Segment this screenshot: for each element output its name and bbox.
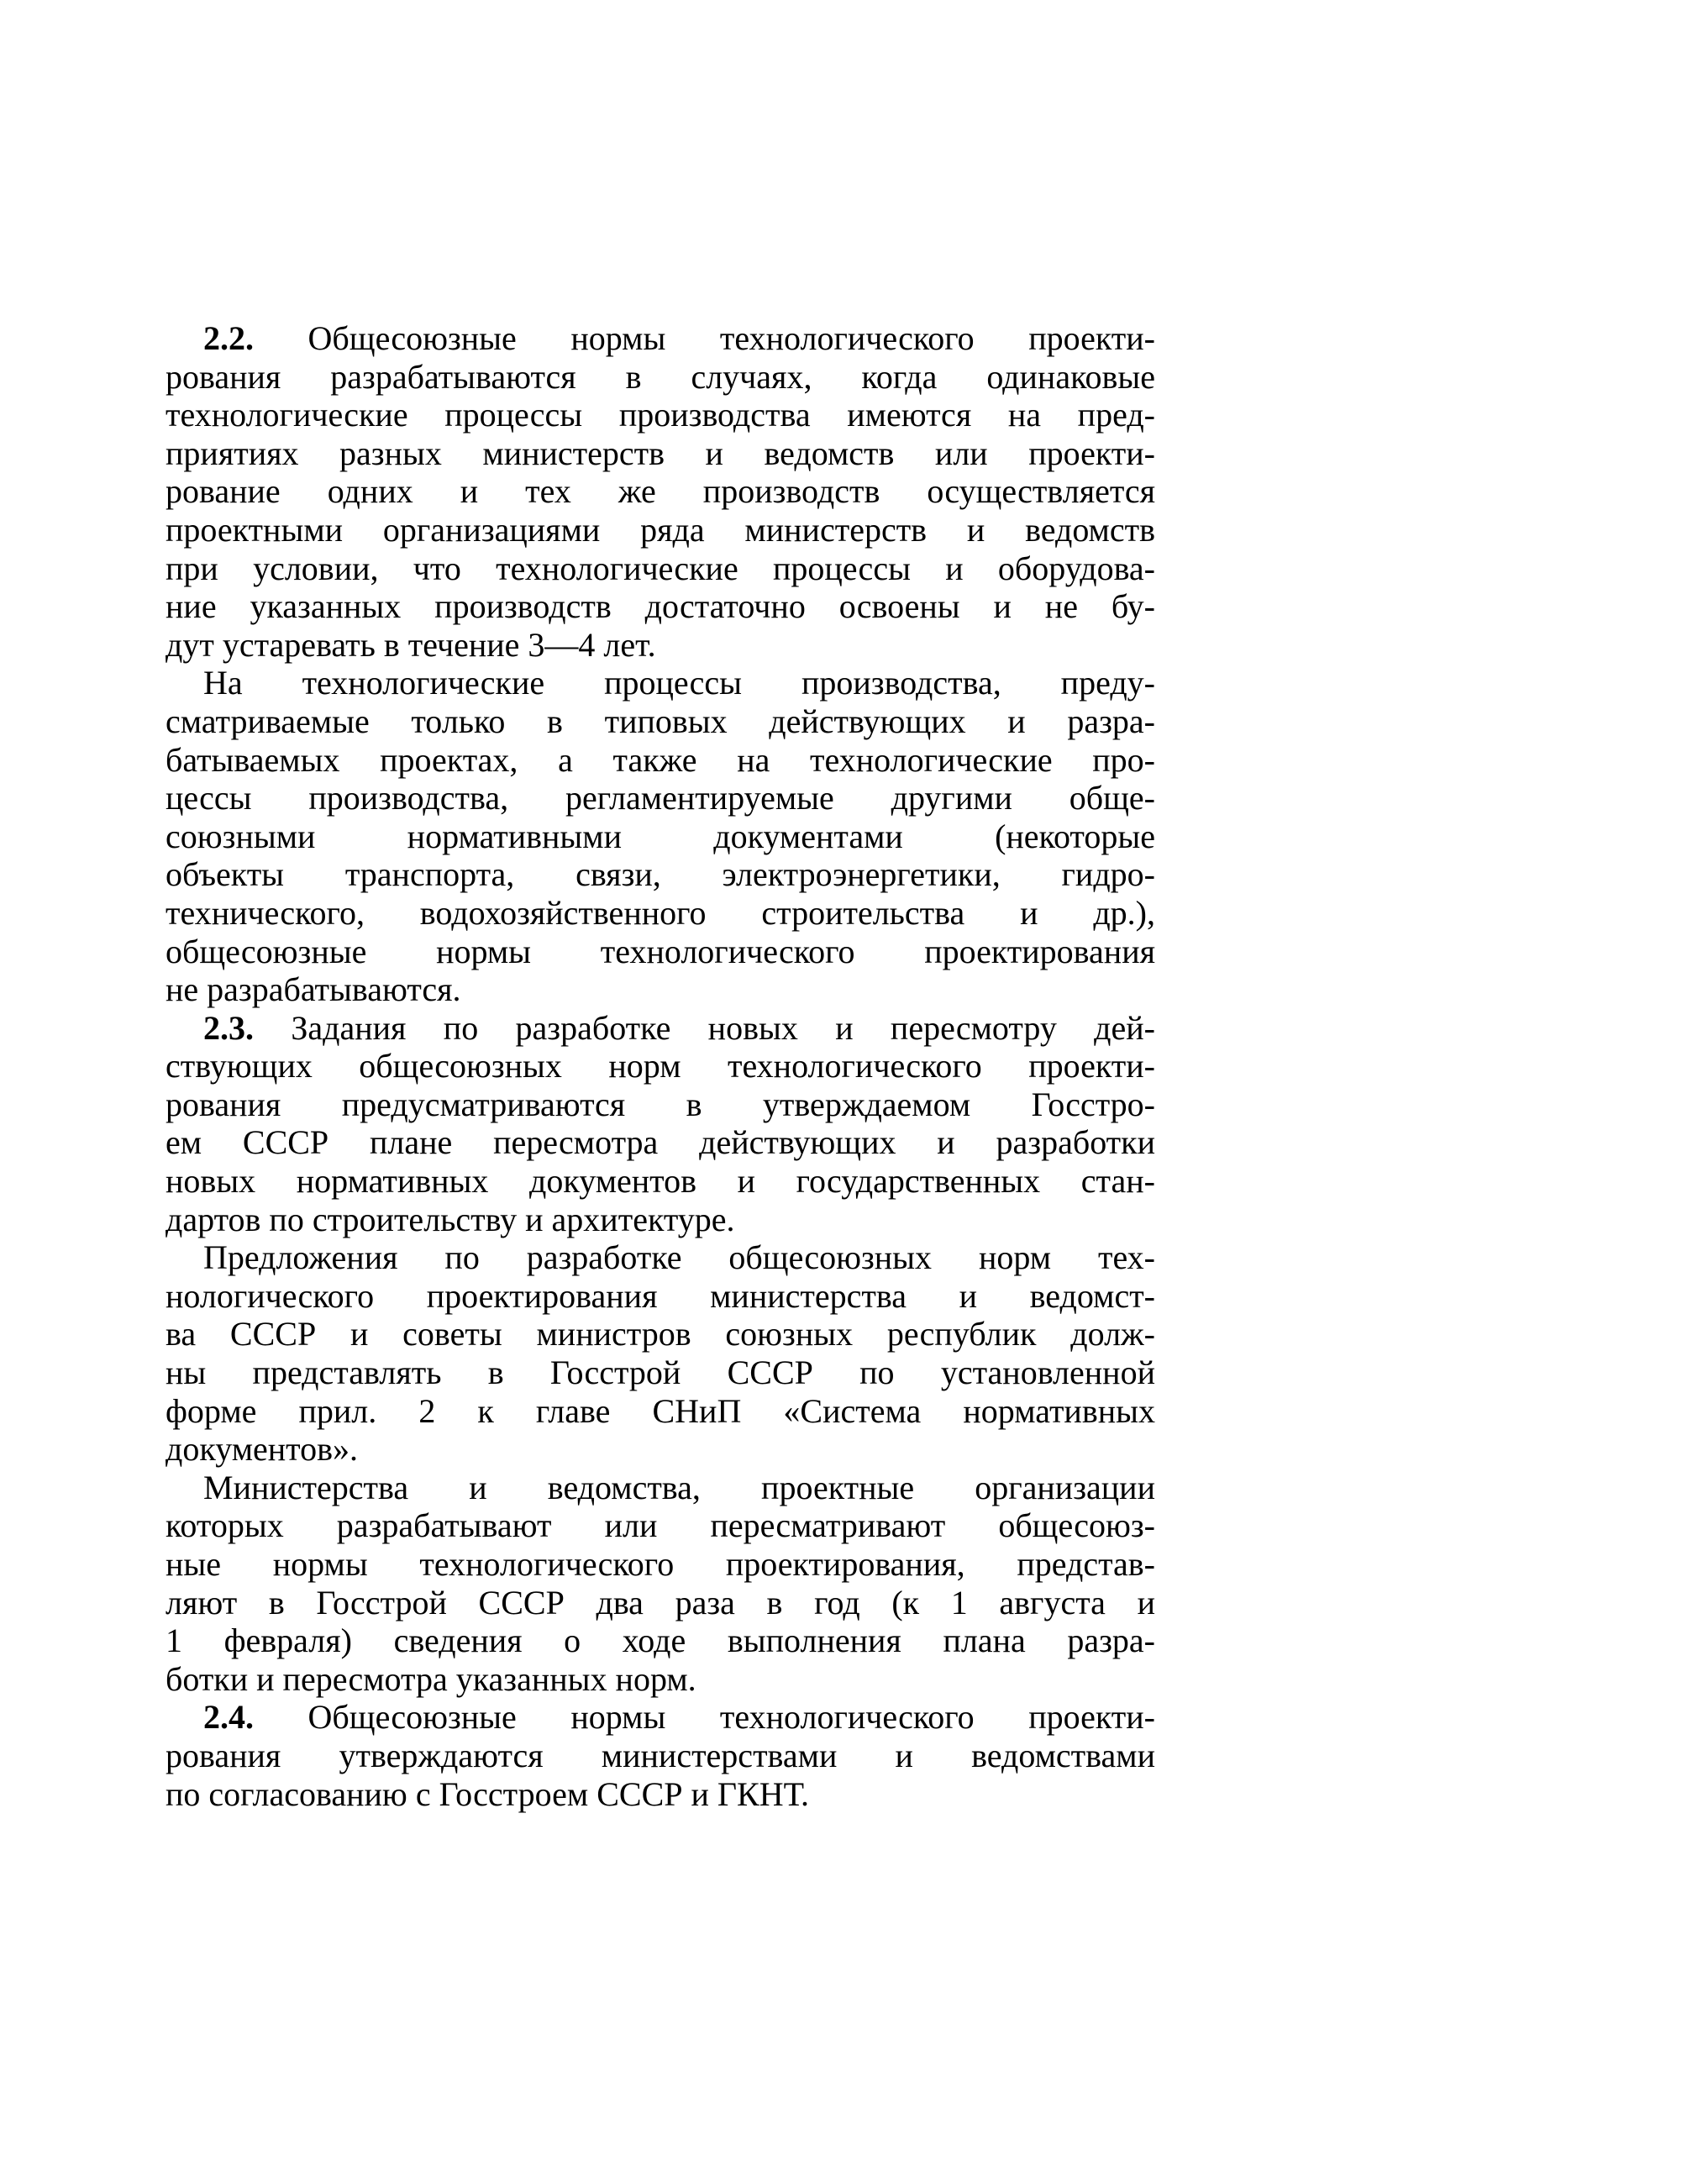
line-text: общесоюзные нормы технологического проектирования [166, 932, 1155, 970]
line-text: Общесоюзные нормы технологического проекти- [307, 319, 1155, 357]
line-text: ствующих общесоюзных норм технологического проекти- [166, 1047, 1155, 1085]
line-text: объекты транспорта, связи, электроэнергетики, гидро- [166, 855, 1155, 894]
text-line [166, 1621, 1155, 1660]
line-text: рования утверждаются министерствами и ведомствами [166, 1736, 1155, 1774]
line-text: Министерства и ведомства, проектные организации [203, 1468, 1155, 1506]
line-text: сматриваемые только в типовых действующих и разра- [166, 702, 1155, 740]
text-line [166, 1238, 1155, 1277]
text-line [166, 1047, 1155, 1085]
text-line [166, 1737, 1155, 1775]
text-line [166, 587, 1155, 626]
line-text: дут устаревать в течение 3—4 лет. [166, 625, 656, 664]
line-text: дартов по строительству и архитектуре. [166, 1200, 735, 1238]
text-line [166, 396, 1155, 434]
text-line [166, 511, 1155, 549]
text-line [166, 779, 1155, 817]
paragraph [166, 1238, 1155, 1469]
line-text: форме прил. 2 к главе СНиП «Система нормативных [166, 1391, 1155, 1430]
line-text: ны представлять в Госстрой СССР по установленной [166, 1353, 1155, 1392]
text-line [166, 894, 1155, 933]
line-text: союзными нормативными документами (некоторые [166, 817, 1155, 855]
section-2-3 [166, 1009, 1155, 1239]
line-text: Общесоюзные нормы технологического проекти- [307, 1698, 1155, 1737]
line-text: ем СССР плане пересмотра действующих и разработки [166, 1123, 1155, 1162]
line-text: ва СССР и советы министров союзных республик долж- [166, 1315, 1155, 1353]
line-text: нологического проектирования министерства и ведомст- [166, 1276, 1155, 1315]
section-number: 2.4. [203, 1698, 254, 1737]
text-line [166, 1162, 1155, 1201]
line-text: новых нормативных документов и государственных стан- [166, 1162, 1155, 1201]
text-line [166, 1506, 1155, 1545]
text-line [166, 1698, 1155, 1737]
text-line [166, 549, 1155, 588]
line-text: Предложения по разработке общесоюзных норм тех- [203, 1238, 1155, 1277]
paragraph [166, 1469, 1155, 1699]
line-text: которых разрабатывают или пересматривают общесоюз- [166, 1506, 1155, 1545]
text-line [166, 664, 1155, 702]
line-text: ботки и пересмотра указанных норм. [166, 1659, 696, 1698]
line-text: при условии, что технологические процессы и оборудова- [166, 549, 1155, 587]
document-body [166, 319, 1155, 1813]
text-line [166, 434, 1155, 473]
line-text: На технологические процессы производства, преду- [203, 664, 1155, 702]
text-line [166, 1660, 1155, 1699]
line-text: цессы производства, регламентируемые другими обще- [166, 779, 1155, 817]
text-line [166, 1584, 1155, 1622]
text-line [166, 933, 1155, 971]
text-line [166, 626, 1155, 665]
line-text: рования предусматриваются в утверждаемом Госстро- [166, 1085, 1155, 1123]
section-2-2 [166, 319, 1155, 664]
line-text: приятиях разных министерств и ведомств или проекти- [166, 434, 1155, 472]
paragraph [166, 664, 1155, 1008]
text-line [166, 1775, 1155, 1814]
section-number: 2.2. [203, 319, 254, 357]
text-line [166, 1085, 1155, 1124]
line-text: технического, водохозяйственного строительства и др.), [166, 893, 1155, 932]
text-line [166, 741, 1155, 780]
line-text: рование одних и тех же производств осуществляется [166, 472, 1155, 511]
text-line [166, 817, 1155, 856]
text-line [166, 319, 1155, 358]
line-text: ные нормы технологического проектирования, представ- [166, 1545, 1155, 1583]
line-text: проектными организациями ряда министерств и ведомств [166, 510, 1155, 549]
line-text: документов». [166, 1430, 359, 1469]
text-line [166, 1469, 1155, 1507]
text-line [166, 1315, 1155, 1353]
text-line [166, 1009, 1155, 1048]
text-line [166, 970, 1155, 1009]
line-text: Задания по разработке новых и пересмотру дей- [291, 1008, 1155, 1047]
line-text: не разрабатываются. [166, 970, 461, 1009]
text-line [166, 1277, 1155, 1316]
line-text: ляют в Госстрой СССР два раза в год (к 1 августа и [166, 1583, 1155, 1621]
line-text: рования разрабатываются в случаях, когда одинаковые [166, 357, 1155, 396]
text-line [166, 702, 1155, 741]
text-line [166, 358, 1155, 397]
line-text: ние указанных производств достаточно освоены и не бу- [166, 587, 1155, 626]
text-line [166, 855, 1155, 894]
text-line [166, 1353, 1155, 1392]
section-number: 2.3. [203, 1008, 254, 1047]
text-line [166, 472, 1155, 511]
line-text: технологические процессы производства имеются на пред- [166, 396, 1155, 434]
line-text: 1 февраля) сведения о ходе выполнения плана разра- [166, 1621, 1155, 1660]
text-line [166, 1545, 1155, 1584]
text-line [166, 1123, 1155, 1162]
line-text: по согласованию с Госстроем СССР и ГКНТ. [166, 1774, 810, 1813]
text-line [166, 1392, 1155, 1431]
section-2-4 [166, 1698, 1155, 1813]
text-line [166, 1430, 1155, 1469]
line-text: батываемых проектах, а также на технологические про- [166, 740, 1155, 779]
text-line [166, 1201, 1155, 1239]
